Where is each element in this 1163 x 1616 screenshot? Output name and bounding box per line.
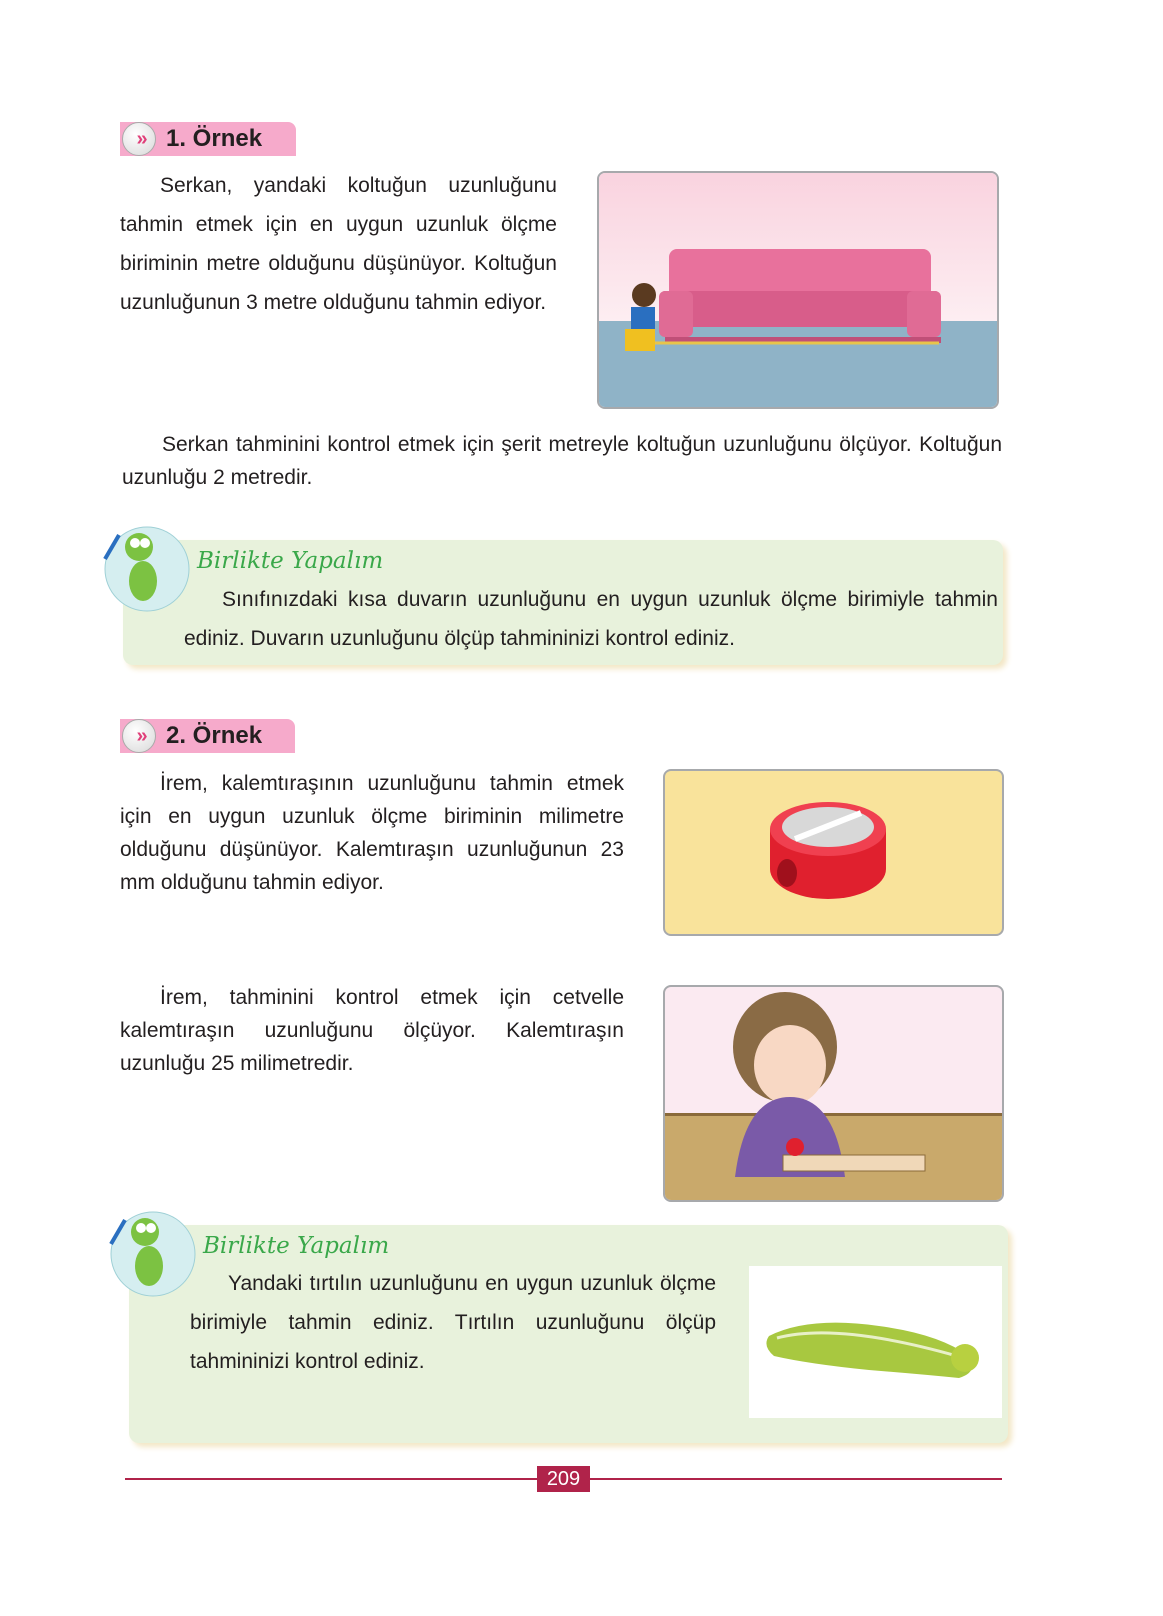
example-2-badge [120, 719, 295, 753]
frog-mascot-icon [101, 1208, 197, 1308]
girl-measuring-illustration [663, 985, 1004, 1202]
example-1-title: 1. Örnek [166, 125, 263, 152]
example-1-badge [120, 122, 296, 156]
activity-1-title: Birlikte Yapalım [197, 548, 384, 574]
frog-mascot-icon [95, 523, 191, 623]
footer-line-right [590, 1478, 1002, 1480]
double-chevron-icon: » [122, 122, 156, 156]
activity-2-title: Birlikte Yapalım [203, 1233, 390, 1259]
example-2-paragraph-1: İrem, kalemtıraşının uzunluğunu tahmin etmek için en uygun uzunluk ölçme biriminin milimetre olduğunu düşünüyor. Kalemtıraşın uzunluğunun 23 mm olduğunu tahmin ediyor. [120, 772, 624, 894]
footer-line-left [125, 1478, 538, 1480]
example-2-paragraph-2: İrem, tahminini kontrol etmek için cetvelle kalemtıraşın uzunluğunu ölçüyor. Kalemtıraşın uzunluğu 25 milimetredir. [120, 986, 624, 1075]
page-number: 209 [537, 1466, 590, 1492]
double-chevron-icon: » [122, 719, 156, 753]
activity-2-text: Yandaki tırtılın uzunluğunu en uygun uzunluk ölçme birimiyle tahmin ediniz. Tırtılın uzunluğunu ölçüp tahmininizi kontrol ediniz. [190, 1272, 716, 1373]
sharpener-illustration [663, 769, 1004, 936]
example-2-title: 2. Örnek [166, 722, 263, 749]
activity-1-text: Sınıfınızdaki kısa duvarın uzunluğunu en uygun uzunluk ölçme birimiyle tahmin ediniz. Duvarın uzunluğunu ölçüp tahmininizi kontrol ediniz. [184, 588, 998, 650]
sofa-illustration [597, 171, 999, 409]
caterpillar-photo [749, 1266, 1002, 1418]
example-1-paragraph-1: Serkan, yandaki koltuğun uzunluğunu tahmin etmek için en uygun uzunluk ölçme biriminin metre olduğunu düşünüyor. Koltuğun uzunluğunun 3 metre olduğunu tahmin ediyor. [120, 174, 557, 314]
example-1-paragraph-2: Serkan tahminini kontrol etmek için şerit metreyle koltuğun uzunluğunu ölçüyor. Koltuğun uzunluğu 2 metredir. [122, 433, 1002, 489]
